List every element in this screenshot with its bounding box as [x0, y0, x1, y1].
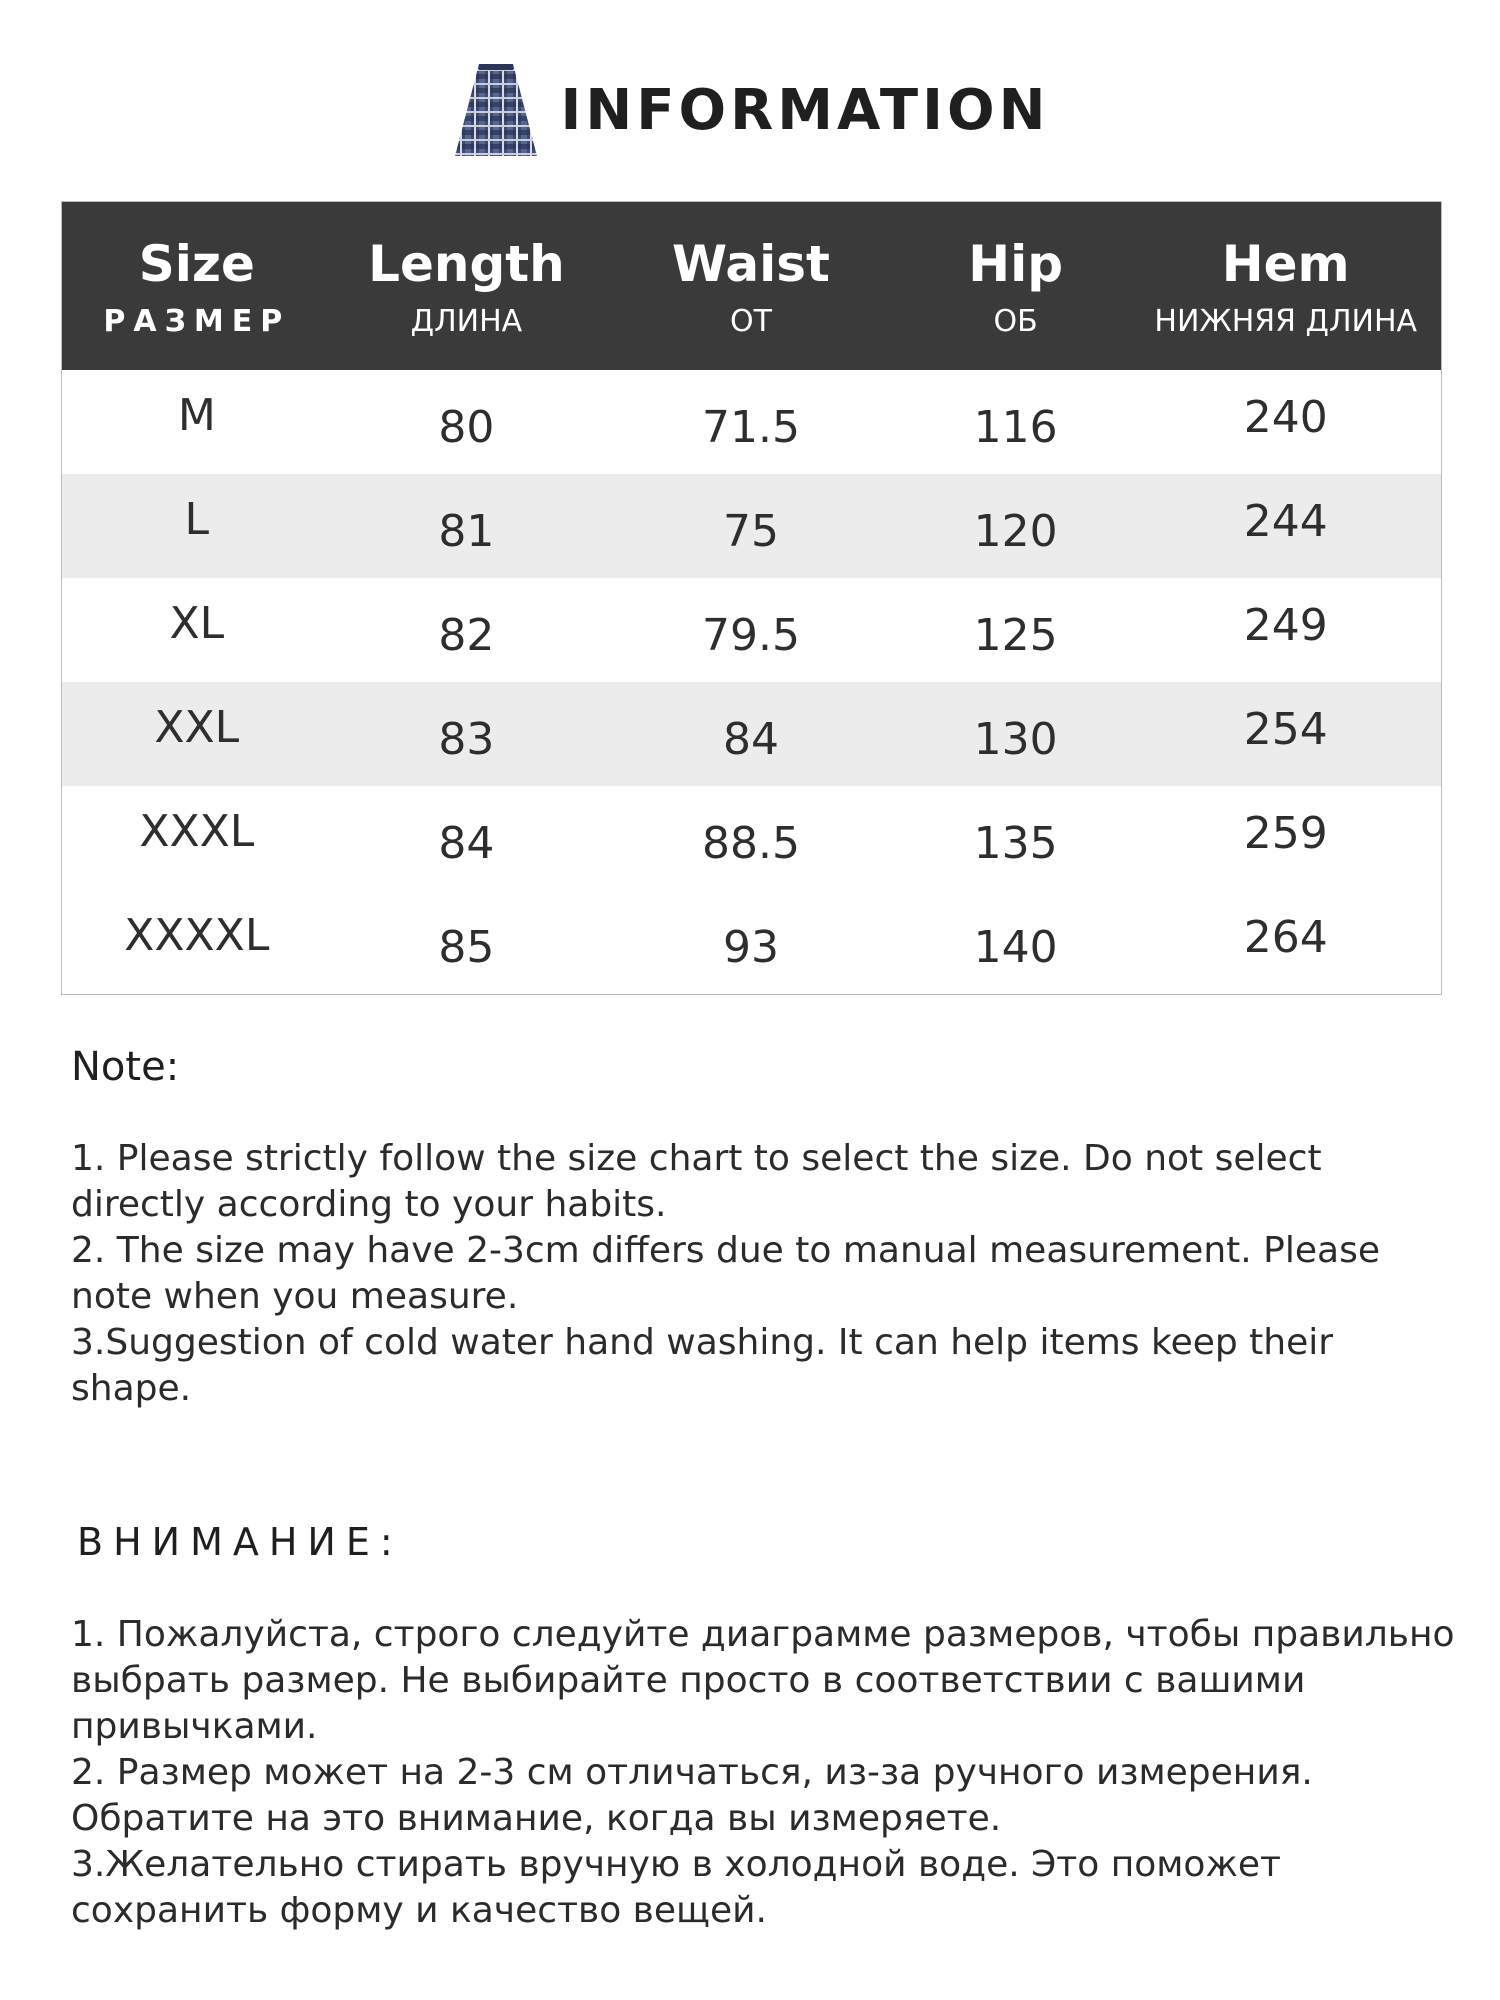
cell-size: M [177, 389, 216, 441]
cell-hip: 140 [973, 921, 1058, 973]
column-header-ru: РАЗМЕР [103, 303, 291, 339]
cell-size: XXXXL [124, 909, 270, 961]
column-header-en: Waist [672, 234, 830, 293]
cell-hem: 240 [1243, 391, 1328, 443]
attention-item: 3.Желательно стирать вручную в холодной воде. Это поможет сохранить форму и качество вещей. [71, 1844, 1281, 1931]
cell-hem: 254 [1243, 703, 1328, 755]
column-header-en: Size [138, 234, 255, 293]
column-header-length [332, 202, 602, 370]
cell-waist: 79.5 [702, 609, 800, 661]
plaid-skirt-icon [451, 60, 541, 160]
column-header-ru: НИЖНЯЯ ДЛИНА [1154, 303, 1418, 339]
cell-hip: 130 [973, 713, 1058, 765]
cell-size: XXL [154, 701, 240, 753]
attention-item: 1. Пожалуйста, строго следуйте диаграмме размеров, чтобы правильно выбрать размер. Не выбирайте просто в соответствии с вашими привычками. [71, 1614, 1455, 1747]
cell-hip: 120 [973, 505, 1058, 557]
attention-title: ВНИМАНИЕ: [77, 1520, 403, 1564]
note-item: 1. Please strictly follow the size chart to select the size. Do not select directly according to your habits. [71, 1138, 1322, 1225]
column-header-waist [601, 202, 901, 370]
table-row [62, 682, 1441, 786]
note-title: Note: [71, 1044, 180, 1090]
attention-list [71, 1612, 1471, 1934]
cell-size: L [184, 493, 210, 545]
cell-length: 85 [438, 921, 495, 973]
cell-waist: 75 [723, 505, 779, 557]
column-header-en: Hem [1221, 234, 1350, 293]
page-title: INFORMATION [560, 77, 1050, 143]
cell-hem: 249 [1243, 599, 1328, 651]
table-row [62, 474, 1441, 578]
cell-hem: 264 [1243, 911, 1328, 963]
cell-size: XXXL [139, 805, 255, 857]
column-header-ru: ОТ [730, 303, 772, 339]
column-header-hip [901, 202, 1131, 370]
cell-length: 83 [438, 713, 495, 765]
cell-hip: 116 [973, 401, 1058, 453]
cell-length: 82 [438, 609, 495, 661]
cell-length: 81 [438, 505, 495, 557]
cell-length: 84 [438, 817, 495, 869]
cell-size: XL [169, 597, 225, 649]
cell-hip: 135 [973, 817, 1058, 869]
table-row [62, 370, 1441, 474]
note-item: 3.Suggestion of cold water hand washing. It can help items keep their shape. [71, 1322, 1334, 1409]
cell-waist: 93 [723, 921, 779, 973]
column-header-size [62, 202, 332, 370]
cell-waist: 88.5 [702, 817, 800, 869]
page-header [0, 55, 1500, 165]
column-header-en: Length [368, 234, 565, 293]
cell-hip: 125 [973, 609, 1058, 661]
attention-item: 2. Размер может на 2-3 см отличаться, из-за ручного измерения. Обратите на это внимание, когда вы измеряете. [71, 1752, 1313, 1839]
table-row [62, 786, 1441, 890]
column-header-hem [1130, 202, 1441, 370]
cell-waist: 84 [723, 713, 779, 765]
cell-hem: 244 [1243, 495, 1328, 547]
column-header-en: Hip [968, 234, 1063, 293]
cell-waist: 71.5 [702, 401, 800, 453]
note-item: 2. The size may have 2-3cm differs due to manual measurement. Please note when you measure. [71, 1230, 1380, 1317]
column-header-ru: ОБ [993, 303, 1038, 339]
note-list [71, 1136, 1451, 1412]
table-row [62, 890, 1441, 994]
cell-hem: 259 [1243, 807, 1328, 859]
table-header-row [62, 202, 1441, 370]
table-row [62, 578, 1441, 682]
cell-length: 80 [438, 401, 495, 453]
size-chart-table [61, 201, 1442, 995]
column-header-ru: ДЛИНА [410, 303, 523, 339]
